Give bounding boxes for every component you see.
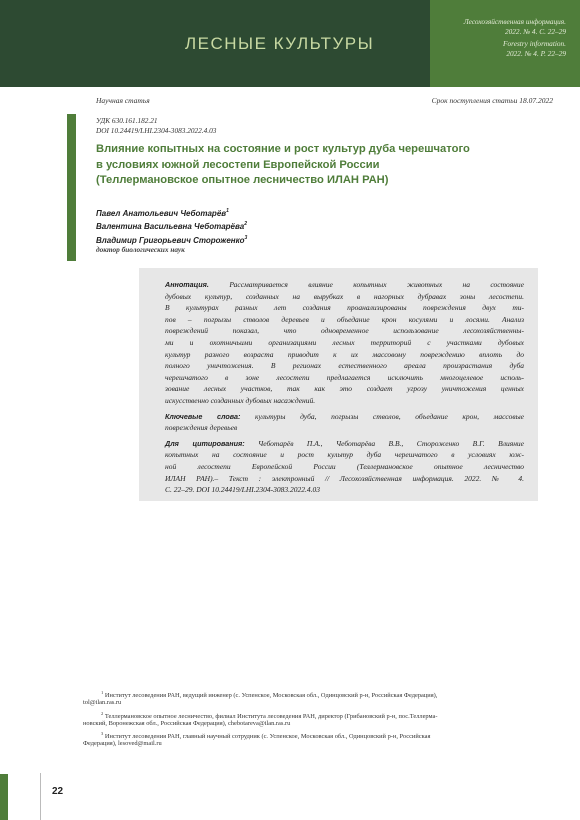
citation-label: Для цитирования: [165,438,245,448]
author-degree: доктор биологических наук [96,245,185,255]
author-3: Владимир Григорьевич Стороженко$^3$ [96,234,248,245]
citation-line: Для цитирования: Чеботарёв П.А., Чеботарёва В.В., Стороженко В.Г. Влияние [165,438,525,448]
abstract-line: черешчатого в зоне лесостепи предлагается исключить многоцелевое исполь- [165,372,524,382]
author-2: Валентина Васильевна Чеботарёва$^2$ [96,221,247,232]
article-identifiers [96,116,216,135]
page-accent-bar [0,774,8,820]
keywords-label: Ключевые слова: [165,411,241,421]
citation-line: ИЛАН РАН).– Текст : электронный // Лесохозяйственная информация. 2022. № 4. [165,473,524,483]
abstract-line: культур разного возраста приводит к их массовому повреждению вплоть до [165,349,524,359]
keywords-line: повреждения деревьев [165,423,238,433]
journal-ru: Лесохозяйственная информация. [463,17,566,26]
abstract-line: пов – погрызы стволов деревьев и объедание крон косулями и лосями. Анализ [165,314,524,324]
footnotes [83,688,539,750]
journal-info [416,17,566,58]
author-1: Павел Анатольевич Чеботарёв$^1$ [96,208,229,218]
section-title: ЛЕСНЫЕ КУЛЬТУРЫ [185,34,375,53]
abstract-line: Аннотация. Рассматривается влияние копытных животных на состояние [165,280,524,289]
page-divider [40,773,41,820]
keywords-line: Ключевые слова: культуры дуба, погрызы стволов, объедание крон, массовые [165,411,524,421]
footnote-2-cont: новский, Воронежская обл., Российская Федерация), chebotareva@ilan.ras.ru [83,719,291,727]
abstract-line: искусственно созданных дубовых насаждений. [165,395,316,405]
footnote-2: $^2$ Теллермановское опытное лесничество, филиал Института лесоведения РАН, директор (Грибановский р-н, пос.Теллерма- [101,710,438,720]
citation-line: С. 22–29. DOI 10.24419/LHI.2304-3083.2022.4.03 [165,485,320,495]
title-line: в условиях южной лесостепи Европейской России [96,158,380,171]
journal-en-issue: 2022. № 4. P. 22–29 [506,48,566,58]
abstract-label: Аннотация. [165,280,209,289]
abstract-line: полного уничтожения. В регионах естественного ареала произрастания дуба [165,361,524,371]
footnote-1-cont: tol@ilan.ras.ru [83,699,122,707]
title-line: (Теллермановское опытное лесничество ИЛАН РАН) [96,174,389,187]
citation-line: копытных на состояние и рост культур дуба черешчатого в условиях юж- [165,450,524,460]
page-number: 22 [52,786,64,797]
abstract-line: ми и охотничьими организациями лесных территорий с участками дубовых [165,337,524,347]
header-band [0,0,580,87]
accent-bar [67,114,76,261]
authors [96,205,247,254]
abstract [165,279,524,496]
abstract-line: В культурах разных лет создания проанализированы повреждения двух ти- [165,303,524,313]
received-date: Срок поступления статьи 18.07.2022 [431,96,553,105]
abstract-line: зование лесных участков, так как это создает угрозу уничтожения ценных [165,384,524,394]
abstract-line: повреждений показал, что одновременное использование лесохозяйственны- [165,326,524,336]
footnote-3: $^3$ Институт лесоведения РАН, главный научный сотрудник (с. Успенское, Московская обл., Одинцовский р-н, Российская [101,731,431,741]
journal-ru-issue: 2022. № 4. С. 22–29 [504,26,566,36]
citation-line: ной лесостепи Европейской России (Теллермановское опытное лесничество [165,461,524,471]
article-type: Научная статья [96,96,150,105]
title-line: Влияние копытных на состояние и рост культур дуба черешчатого [96,143,470,155]
udc: УДК 630.161.182.21 [96,116,158,125]
doi: DOI 10.24419/LHI.2304-3083.2022.4.03 [96,125,217,135]
footnote-1: $^1$ Институт лесоведения РАН, ведущий инженер (с. Успенское, Московская обл., Одинцовский р-н, Российская Федерация), [101,690,438,699]
article-title [96,142,496,189]
footnote-3-cont: Федерация), lesoved@mail.ru [83,740,162,748]
journal-en: Forestry information. [503,39,566,48]
abstract-line: дубовых культур, созданных на вырубках в нагорных дубравах зоны лесостепи. [165,291,524,301]
